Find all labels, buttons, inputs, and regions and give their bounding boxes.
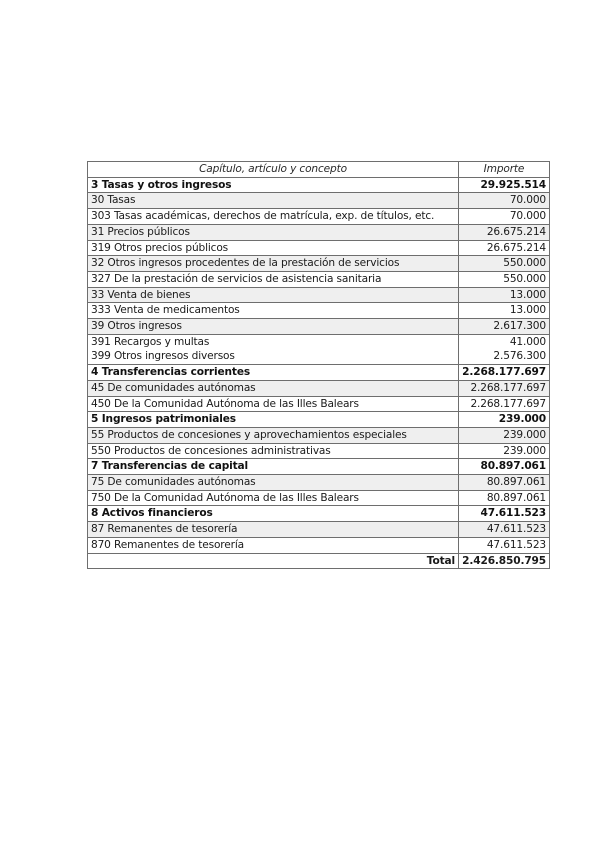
row-label: 870 Remanentes de tesorería <box>88 537 459 553</box>
table-row-concept <box>88 490 550 506</box>
table-row-article <box>88 287 550 303</box>
table-row-concept <box>88 537 550 553</box>
row-label: 31 Precios públicos <box>88 224 459 240</box>
row-amount: 26.675.214 <box>459 224 550 240</box>
table-row-concept <box>88 334 550 349</box>
row-label: 55 Productos de concesiones y aprovechamientos especiales <box>88 427 459 443</box>
table-row-concept <box>88 396 550 412</box>
row-amount: 2.268.177.697 <box>459 380 550 396</box>
row-label: 5 Ingresos patrimoniales <box>88 412 459 428</box>
row-amount: 80.897.061 <box>459 490 550 506</box>
row-amount: 41.000 <box>459 334 550 349</box>
row-amount: 80.897.061 <box>459 459 550 475</box>
table-row-article <box>88 380 550 396</box>
table-total-row <box>88 553 550 569</box>
row-label: 550 Productos de concesiones administrativas <box>88 443 459 459</box>
total-amount: 2.426.850.795 <box>459 553 550 569</box>
table-row-article <box>88 319 550 335</box>
row-label: 333 Venta de medicamentos <box>88 303 459 319</box>
table-row-chapter <box>88 365 550 381</box>
row-label: 303 Tasas académicas, derechos de matrícula, exp. de títulos, etc. <box>88 209 459 225</box>
table-row-concept <box>88 443 550 459</box>
row-label: 3 Tasas y otros ingresos <box>88 177 459 193</box>
table-row-article <box>88 427 550 443</box>
table-row-chapter <box>88 412 550 428</box>
header-concept: Capítulo, artículo y concepto <box>88 162 459 178</box>
row-amount: 13.000 <box>459 287 550 303</box>
row-label: 327 De la prestación de servicios de asistencia sanitaria <box>88 271 459 287</box>
row-amount: 239.000 <box>459 427 550 443</box>
row-amount: 2.268.177.697 <box>459 365 550 381</box>
row-label: 39 Otros ingresos <box>88 319 459 335</box>
row-label: 8 Activos financieros <box>88 506 459 522</box>
table-row-article <box>88 193 550 209</box>
row-label: 7 Transferencias de capital <box>88 459 459 475</box>
row-label: 45 De comunidades autónomas <box>88 380 459 396</box>
row-amount: 29.925.514 <box>459 177 550 193</box>
row-label: 32 Otros ingresos procedentes de la prestación de servicios <box>88 256 459 272</box>
row-amount: 70.000 <box>459 209 550 225</box>
row-amount: 2.576.300 <box>459 349 550 364</box>
table-row-chapter <box>88 177 550 193</box>
table-row-article <box>88 522 550 538</box>
row-amount: 47.611.523 <box>459 506 550 522</box>
row-label: 75 De comunidades autónomas <box>88 475 459 491</box>
table-row-concept <box>88 240 550 256</box>
table-row-chapter <box>88 506 550 522</box>
table-row-article <box>88 475 550 491</box>
table-row-article <box>88 256 550 272</box>
row-label: 399 Otros ingresos diversos <box>88 349 459 364</box>
row-label: 391 Recargos y multas <box>88 334 459 349</box>
row-label: 87 Remanentes de tesorería <box>88 522 459 538</box>
row-label: 33 Venta de bienes <box>88 287 459 303</box>
table-row-concept <box>88 209 550 225</box>
row-label: 319 Otros precios públicos <box>88 240 459 256</box>
total-label: Total <box>88 553 459 569</box>
table-row-concept <box>88 303 550 319</box>
row-amount: 47.611.523 <box>459 522 550 538</box>
budget-income-table <box>87 161 550 569</box>
row-label: 450 De la Comunidad Autónoma de las Illes Balears <box>88 396 459 412</box>
header-amount: Importe <box>459 162 550 178</box>
row-label: 750 De la Comunidad Autónoma de las Illes Balears <box>88 490 459 506</box>
row-amount: 239.000 <box>459 443 550 459</box>
table-row-article <box>88 224 550 240</box>
table-header-row <box>88 162 550 178</box>
row-amount: 80.897.061 <box>459 475 550 491</box>
row-amount: 550.000 <box>459 271 550 287</box>
table-row-chapter <box>88 459 550 475</box>
row-amount: 2.268.177.697 <box>459 396 550 412</box>
row-amount: 47.611.523 <box>459 537 550 553</box>
table-row-concept <box>88 349 550 364</box>
row-amount: 239.000 <box>459 412 550 428</box>
row-amount: 13.000 <box>459 303 550 319</box>
row-amount: 2.617.300 <box>459 319 550 335</box>
row-amount: 550.000 <box>459 256 550 272</box>
row-label: 4 Transferencias corrientes <box>88 365 459 381</box>
row-label: 30 Tasas <box>88 193 459 209</box>
table-row-concept <box>88 271 550 287</box>
row-amount: 70.000 <box>459 193 550 209</box>
row-amount: 26.675.214 <box>459 240 550 256</box>
